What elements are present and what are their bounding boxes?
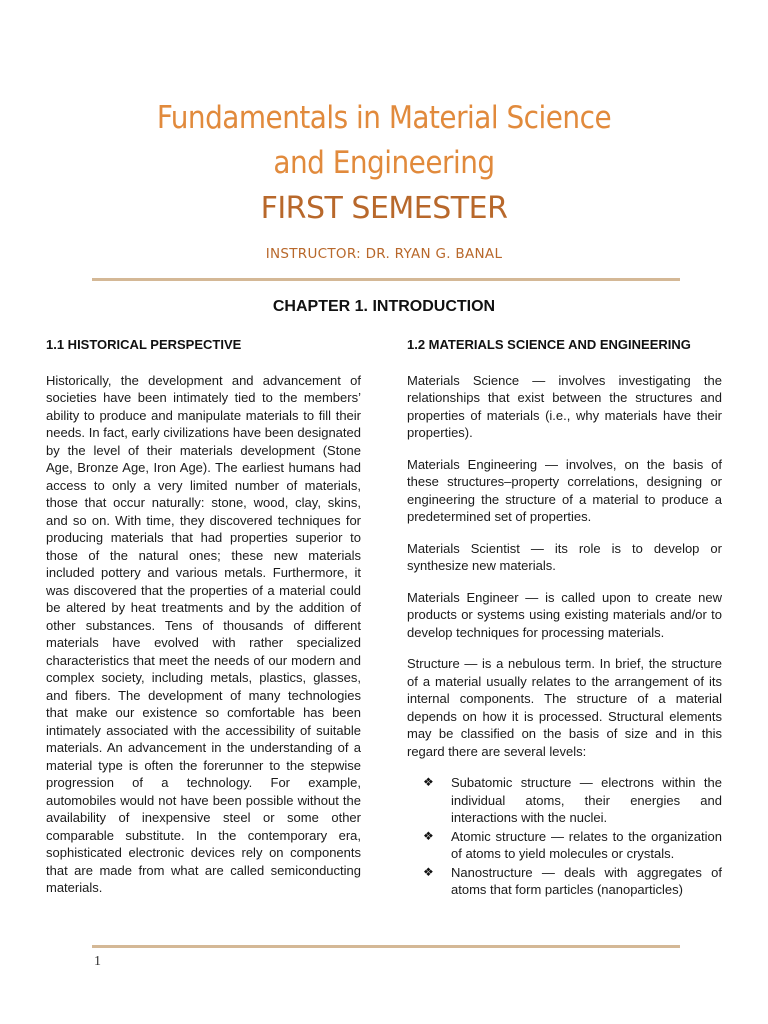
definition-materials-scientist: Materials Scientist — its role is to develop or synthesize new materials.	[407, 540, 722, 573]
left-column	[46, 336, 361, 911]
definition-materials-engineering: Materials Engineering — involves, on the basis of these structures–property correlations, designing or engineering the structure of a material to produce a predetermined set of properties.	[407, 456, 722, 524]
top-divider	[92, 278, 680, 281]
definition-materials-science: Materials Science — involves investigating the relationships that exist between the structures and properties of materials (i.e., why materials have their properties).	[407, 372, 722, 440]
bottom-divider	[92, 945, 680, 948]
chapter-heading: CHAPTER 1. INTRODUCTION	[272, 298, 496, 315]
diamond-bullet-icon: ❖	[423, 828, 434, 843]
right-column	[407, 336, 722, 900]
semester-label: FIRST SEMESTER	[260, 191, 508, 226]
title-line-2: and Engineering	[273, 145, 495, 181]
diamond-bullet-icon: ❖	[423, 775, 434, 789]
definition-structure: Structure — is a nebulous term. In brief, the structure of a material usually relates to the arrangement of its internal components. The structure of a material depends on how it is processed. Structural elements may be classified on the basis of size and in this regard there are several levels:	[407, 656, 722, 759]
list-item	[423, 864, 722, 899]
title-line-1: Fundamentals in Material Science	[156, 100, 612, 136]
list-item-text: Subatomic structure — electrons within the individual atoms, their energies and interactions with the nuclei.	[451, 775, 722, 825]
structure-levels-list	[407, 774, 722, 899]
list-item	[423, 774, 722, 827]
list-item-text: Nanostructure — deals with aggregates of atoms that form particles (nanoparticles)	[451, 864, 722, 897]
page-number: 1	[94, 954, 101, 969]
list-item	[423, 828, 722, 863]
instructor-label: INSTRUCTOR: DR. RYAN G. BANAL	[265, 246, 503, 262]
definition-materials-engineer: Materials Engineer — is called upon to create new products or systems using existing materials and/or to develop techniques for processing materials.	[407, 589, 722, 640]
section-heading-historical: 1.1 HISTORICAL PERSPECTIVE	[46, 337, 242, 352]
section-heading-mse: 1.2 MATERIALS SCIENCE AND ENGINEERING	[407, 337, 691, 352]
historical-paragraph: Historically, the development and advancement of societies have been intimately tied to the members’ ability to produce and manipulate materials to fill their needs. In fact, early civilizations have been designated by the level of their materials development (Stone Age, Bronze Age, Iron Age). The earliest humans had access to only a very limited number of materials, those that occur naturally: stone, wood, clay, skins, and so on. With time, they discovered techniques for producing materials that had properties superior to those of the natural ones; these new materials included pottery and various metals. Furthermore, it was discovered that the properties of a material could be altered by heat treatments and by the addition of other substances. Tens of thousands of different materials have evolved with rather specialized characteristics that meet the needs of our modern and complex society, including metals, plastics, glasses, and fibers. The development of many technologies that make our existence so comfortable has been intimately associated with the accessibility of suitable materials. An advancement in the understanding of a material type is often the forerunner to the stepwise progression of a technology. For example, automobiles would not have been possible without the availability of inexpensive steel or some other comparable substitute. In the contemporary era, sophisticated electronic devices rely on components that are made from what are called semiconducting materials.	[46, 372, 361, 895]
document-header	[0, 96, 768, 262]
list-item-text: Atomic structure — relates to the organization of atoms to yield molecules or crystals.	[451, 828, 722, 861]
diamond-bullet-icon: ❖	[423, 864, 434, 879]
